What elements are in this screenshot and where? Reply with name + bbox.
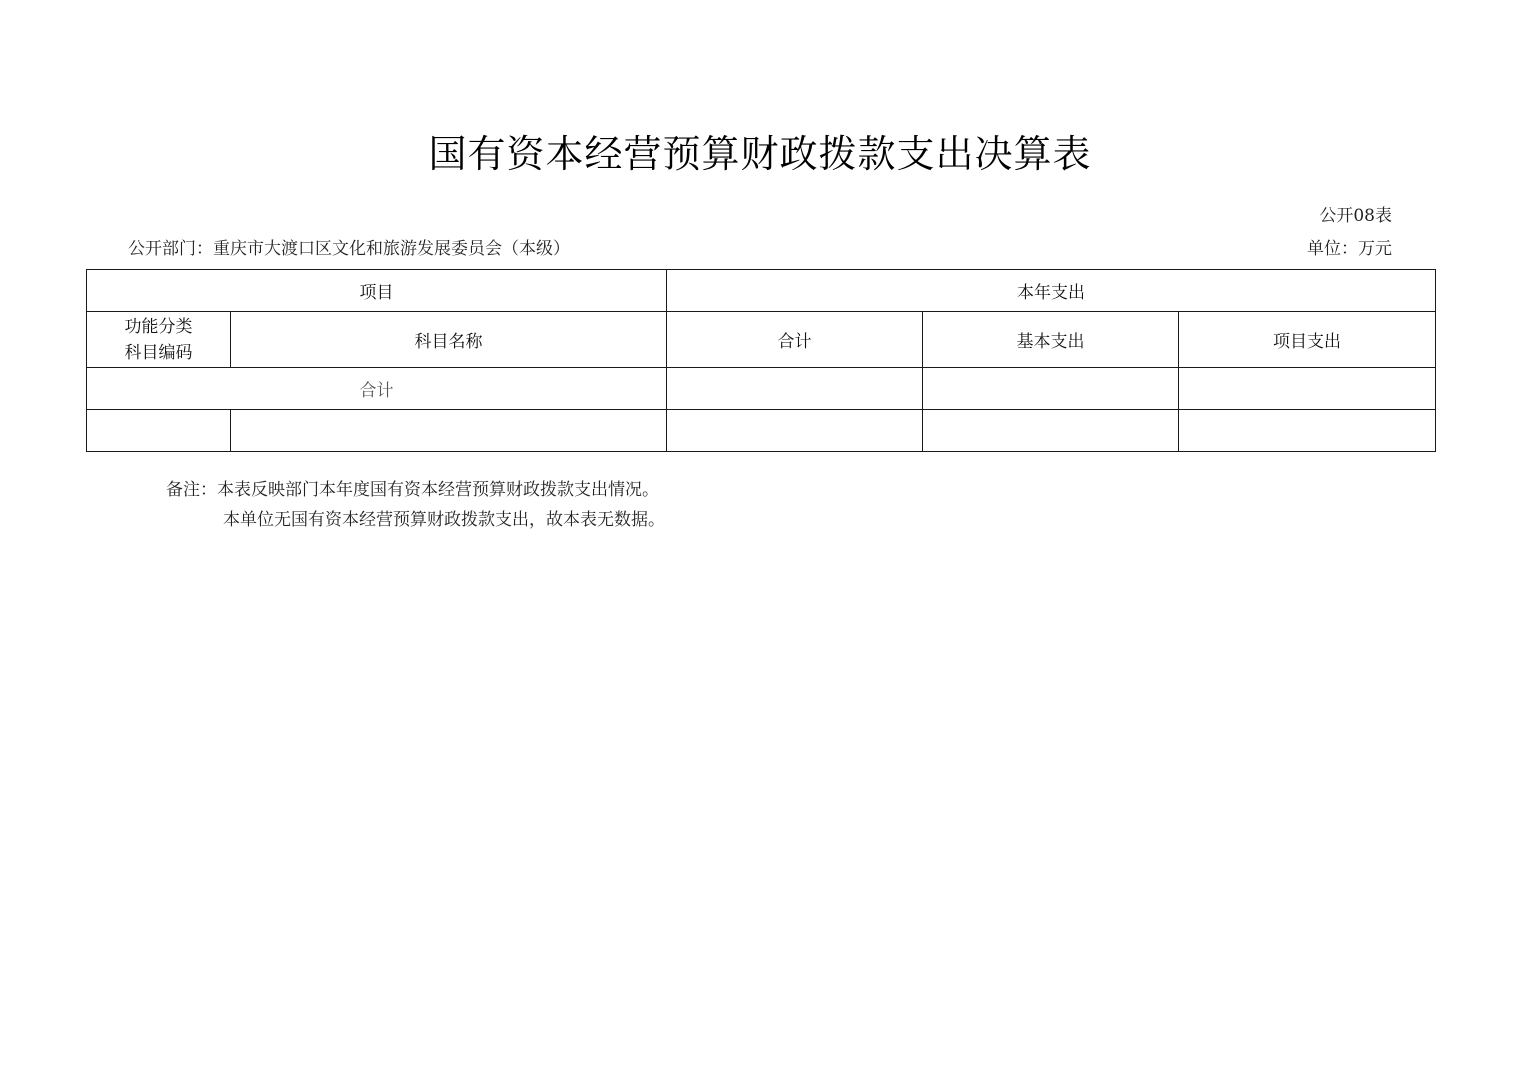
row-name-cell	[231, 410, 667, 452]
total-row-basic-cell	[923, 368, 1179, 410]
header-function-code-line1: 功能分类	[124, 316, 193, 337]
row-project-cell	[1179, 410, 1436, 452]
total-label: 合计	[87, 368, 667, 410]
total-row-project-cell	[1179, 368, 1436, 410]
total-row-total-cell	[667, 368, 923, 410]
row-code-cell	[87, 410, 231, 452]
expenditure-table	[86, 269, 1436, 452]
header-item: 项目	[87, 270, 667, 312]
table-header-row-1	[87, 270, 1436, 312]
header-total: 合计	[667, 312, 923, 368]
total-row	[87, 368, 1436, 410]
note-line-2: 本单位无国有资本经营预算财政拨款支出，故本表无数据。	[223, 510, 665, 530]
table-header-row-2	[87, 312, 1436, 368]
page-title: 国有资本经营预算财政拨款支出决算表	[428, 132, 1092, 176]
header-function-code	[87, 312, 231, 368]
form-number: 公开08表	[1319, 206, 1392, 226]
note-line-1: 备注：本表反映部门本年度国有资本经营预算财政拨款支出情况。	[166, 480, 659, 500]
header-basic-expense: 基本支出	[923, 312, 1179, 368]
header-project-expense: 项目支出	[1179, 312, 1436, 368]
header-function-code-line2: 科目编码	[124, 342, 193, 363]
row-total-cell	[667, 410, 923, 452]
table-row	[87, 410, 1436, 452]
header-subject-name: 科目名称	[231, 312, 667, 368]
unit-label: 单位：万元	[1307, 239, 1392, 259]
notes	[166, 475, 665, 535]
row-basic-cell	[923, 410, 1179, 452]
department-label: 公开部门：重庆市大渡口区文化和旅游发展委员会（本级）	[128, 239, 570, 259]
header-year-expense: 本年支出	[667, 270, 1436, 312]
